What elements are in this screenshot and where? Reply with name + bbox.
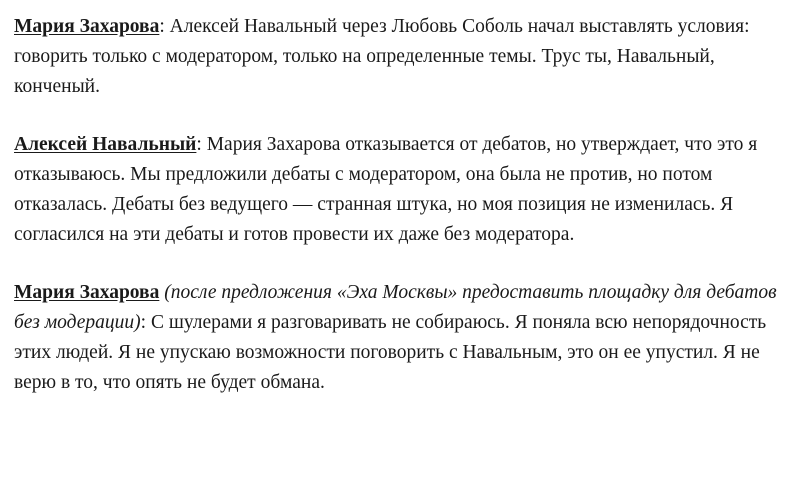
stage-direction: (после предложения «Эха Москвы» предоставить площадку для дебатов без модерации) xyxy=(14,282,777,333)
dialogue-paragraph xyxy=(14,130,782,250)
speaker-separator: : xyxy=(159,16,170,37)
speaker-name: Алексей Навальный xyxy=(14,134,197,155)
paragraph-text: Алексей Навальный через Любовь Соболь начал выставлять условия: говорить только с модератором, только на определенные темы. Трус ты, Навальный, конченый. xyxy=(14,16,750,97)
speaker-name: Мария Захарова xyxy=(14,16,160,37)
paragraph-text: Мария Захарова отказывается от дебатов, но утверждает, что это я отказываюсь. Мы предложили дебаты с модератором, она была не против, но потом отказалась. Дебаты без ведущего — странная штука, но моя позиция не изменилась. Я согласился на эти дебаты и готов провести их даже без модератора. xyxy=(14,134,758,245)
speaker-name: Мария Захарова xyxy=(14,282,160,303)
paragraph-text: С шулерами я разговаривать не собираюсь. Я поняла всю непорядочность этих людей. Я не упускаю возможности поговорить с Навальным, это он ее упустил. Я не верю в то, что опять не будет обмана. xyxy=(14,312,767,393)
dialogue-paragraph xyxy=(14,12,782,102)
speaker-separator: : xyxy=(140,312,151,333)
speaker-separator: : xyxy=(196,134,207,155)
dialogue-paragraph xyxy=(14,278,782,398)
